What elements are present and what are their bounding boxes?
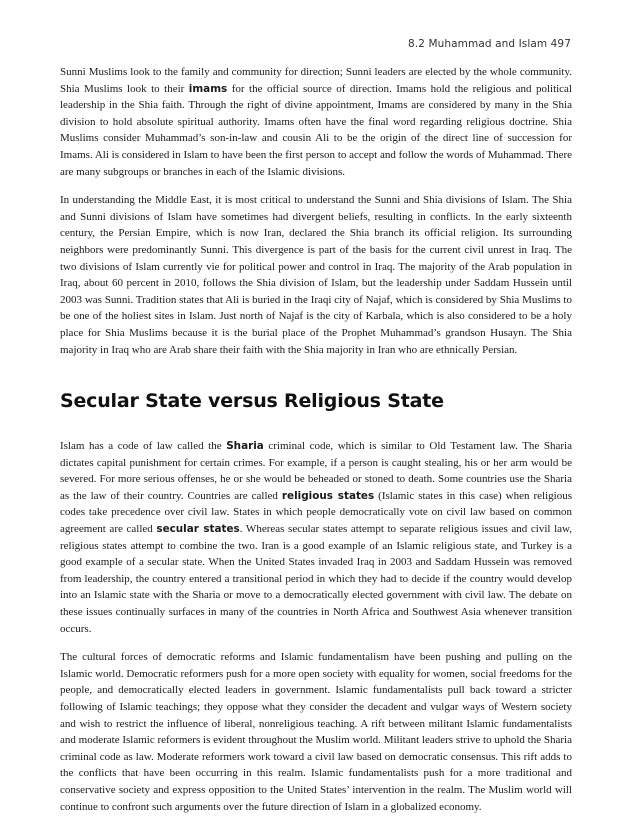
paragraph-text: for the official source of direction. Imams hold the religious and political leadership in the Shia faith. Through the right of divine appointment, Imams are considered by many in the Shia division to hold absolute spiritual authority. Imams often have the final word regarding religious doctrine. Shia Muslims consider Muhammad’s son-in-law and cousin Ali to be the origin of the direct line of succession for Imams. Ali is considered in Islam to have been the first person to accept and follow the words of Muhammad. There are many subgroups or branches in each of the Islamic divisions. <box>60 82 572 178</box>
paragraph-text: criminal code, which is similar to Old Testament law. The Sharia dictates capital punishment for certain crimes. For example, if a person is caught stealing, his or her arm would be severed. For more serious offenses, he or she would be beheaded or stoned to death. Some countries use the Sharia as the law of their country. Countries are called <box>60 440 572 502</box>
running-head: 8.2 Muhammad and Islam 497 <box>408 38 571 50</box>
paragraph-sunni-shia-divisions: In understanding the Middle East, it is most critical to understand the Sunni and Shia divisions of Islam. The Shia and Sunni divisions of Islam have sometimes had divergent beliefs, resulting in conflicts. In the early sixteenth century, the Persian Empire, which is now Iran, declared the Shia branch its official religion. Its surrounding neighbors were predominantly Sunni. This divergence is part of the basis for the current civil unrest in Iraq. The two divisions of Islam currently vie for political power and control in Iraq. The majority of the Arab population in Iraq, about 60 percent in 2010, follows the Shia division of Islam, but the leadership under Saddam Hussein until 2003 was Sunni. Tradition states that Ali is buried in the Iraqi city of Najaf, which is considered by Shia Muslims to be one of the holiest sites in Islam. Just north of Najaf is the city of Karbala, which is also considered to be a holy place for Shia Muslims because it is the burial place of the Prophet Muhammad’s grandson Husayn. The Shia majority in Iraq who are Arab share their faith with the Shia majority in Iran who are ethnically Persian. <box>60 194 572 356</box>
paragraph-text: (Islamic states in this case) when religious codes take precedence over civil law. States in which people democratically vote on civil law based on common agreement are called <box>60 489 572 536</box>
term-religious-states: religious states <box>281 489 375 502</box>
paragraph-text: . Whereas secular states attempt to separate religious issues and civil law, religious states attempt to combine the two. Iran is a good example of an Islamic religious state, and Turkey is a good example of a secular state. When the United States invaded Iraq in 2003 and Saddam Hussein was removed from leadership, the country entered a transitional period in which they had to decide if the country would develop into an Islamic state with the Sharia or move to a democratically elected government with civil law. The debate on these issues continually surfaces in many of the countries in North Africa and Southwest Asia whenever transition occurs. <box>60 523 573 635</box>
section-heading: Secular State versus Religious State <box>60 390 444 413</box>
paragraph-sharia <box>60 438 572 637</box>
term-imams: imams <box>188 82 228 95</box>
term-sharia: Sharia <box>226 440 264 453</box>
paragraph-text: Sunni Muslims look to the family and community for direction; Sunni leaders are elected by the whole community. Shia Muslims look to their <box>60 66 572 95</box>
paragraph-shia-imams <box>60 64 572 180</box>
page-content <box>60 64 572 827</box>
paragraph-cultural-forces: The cultural forces of democratic reforms and Islamic fundamentalism have been pushing and pulling on the Islamic world. Democratic reformers push for a more open society with equality for women, social freedoms for the people, and democratically elected leaders in government. Islamic fundamentalists pull back toward a stricter following of Islamic teachings; they oppose what they consider the decadent and vulgar ways of Western society and wish to restrict the influence of liberal, nonreligious teaching. A rift between militant Islamic fundamentalists and moderate Islamic reformers is evident throughout the Muslim world. Militant leaders strive to uphold the Sharia criminal code as law. Moderate reformers work toward a civil law based on democratic consensus. This rift adds to the conflicts that have been occurring in this realm. Islamic fundamentalists push for a more traditional and conservative society and express opposition to the United States’ intervention in the realm. The Muslim world will continue to confront such arguments over the future direction of Islam in a globalized economy. <box>60 651 572 813</box>
term-secular-states: secular states <box>156 523 240 536</box>
paragraph-text: Islam has a code of law called the <box>60 440 227 453</box>
